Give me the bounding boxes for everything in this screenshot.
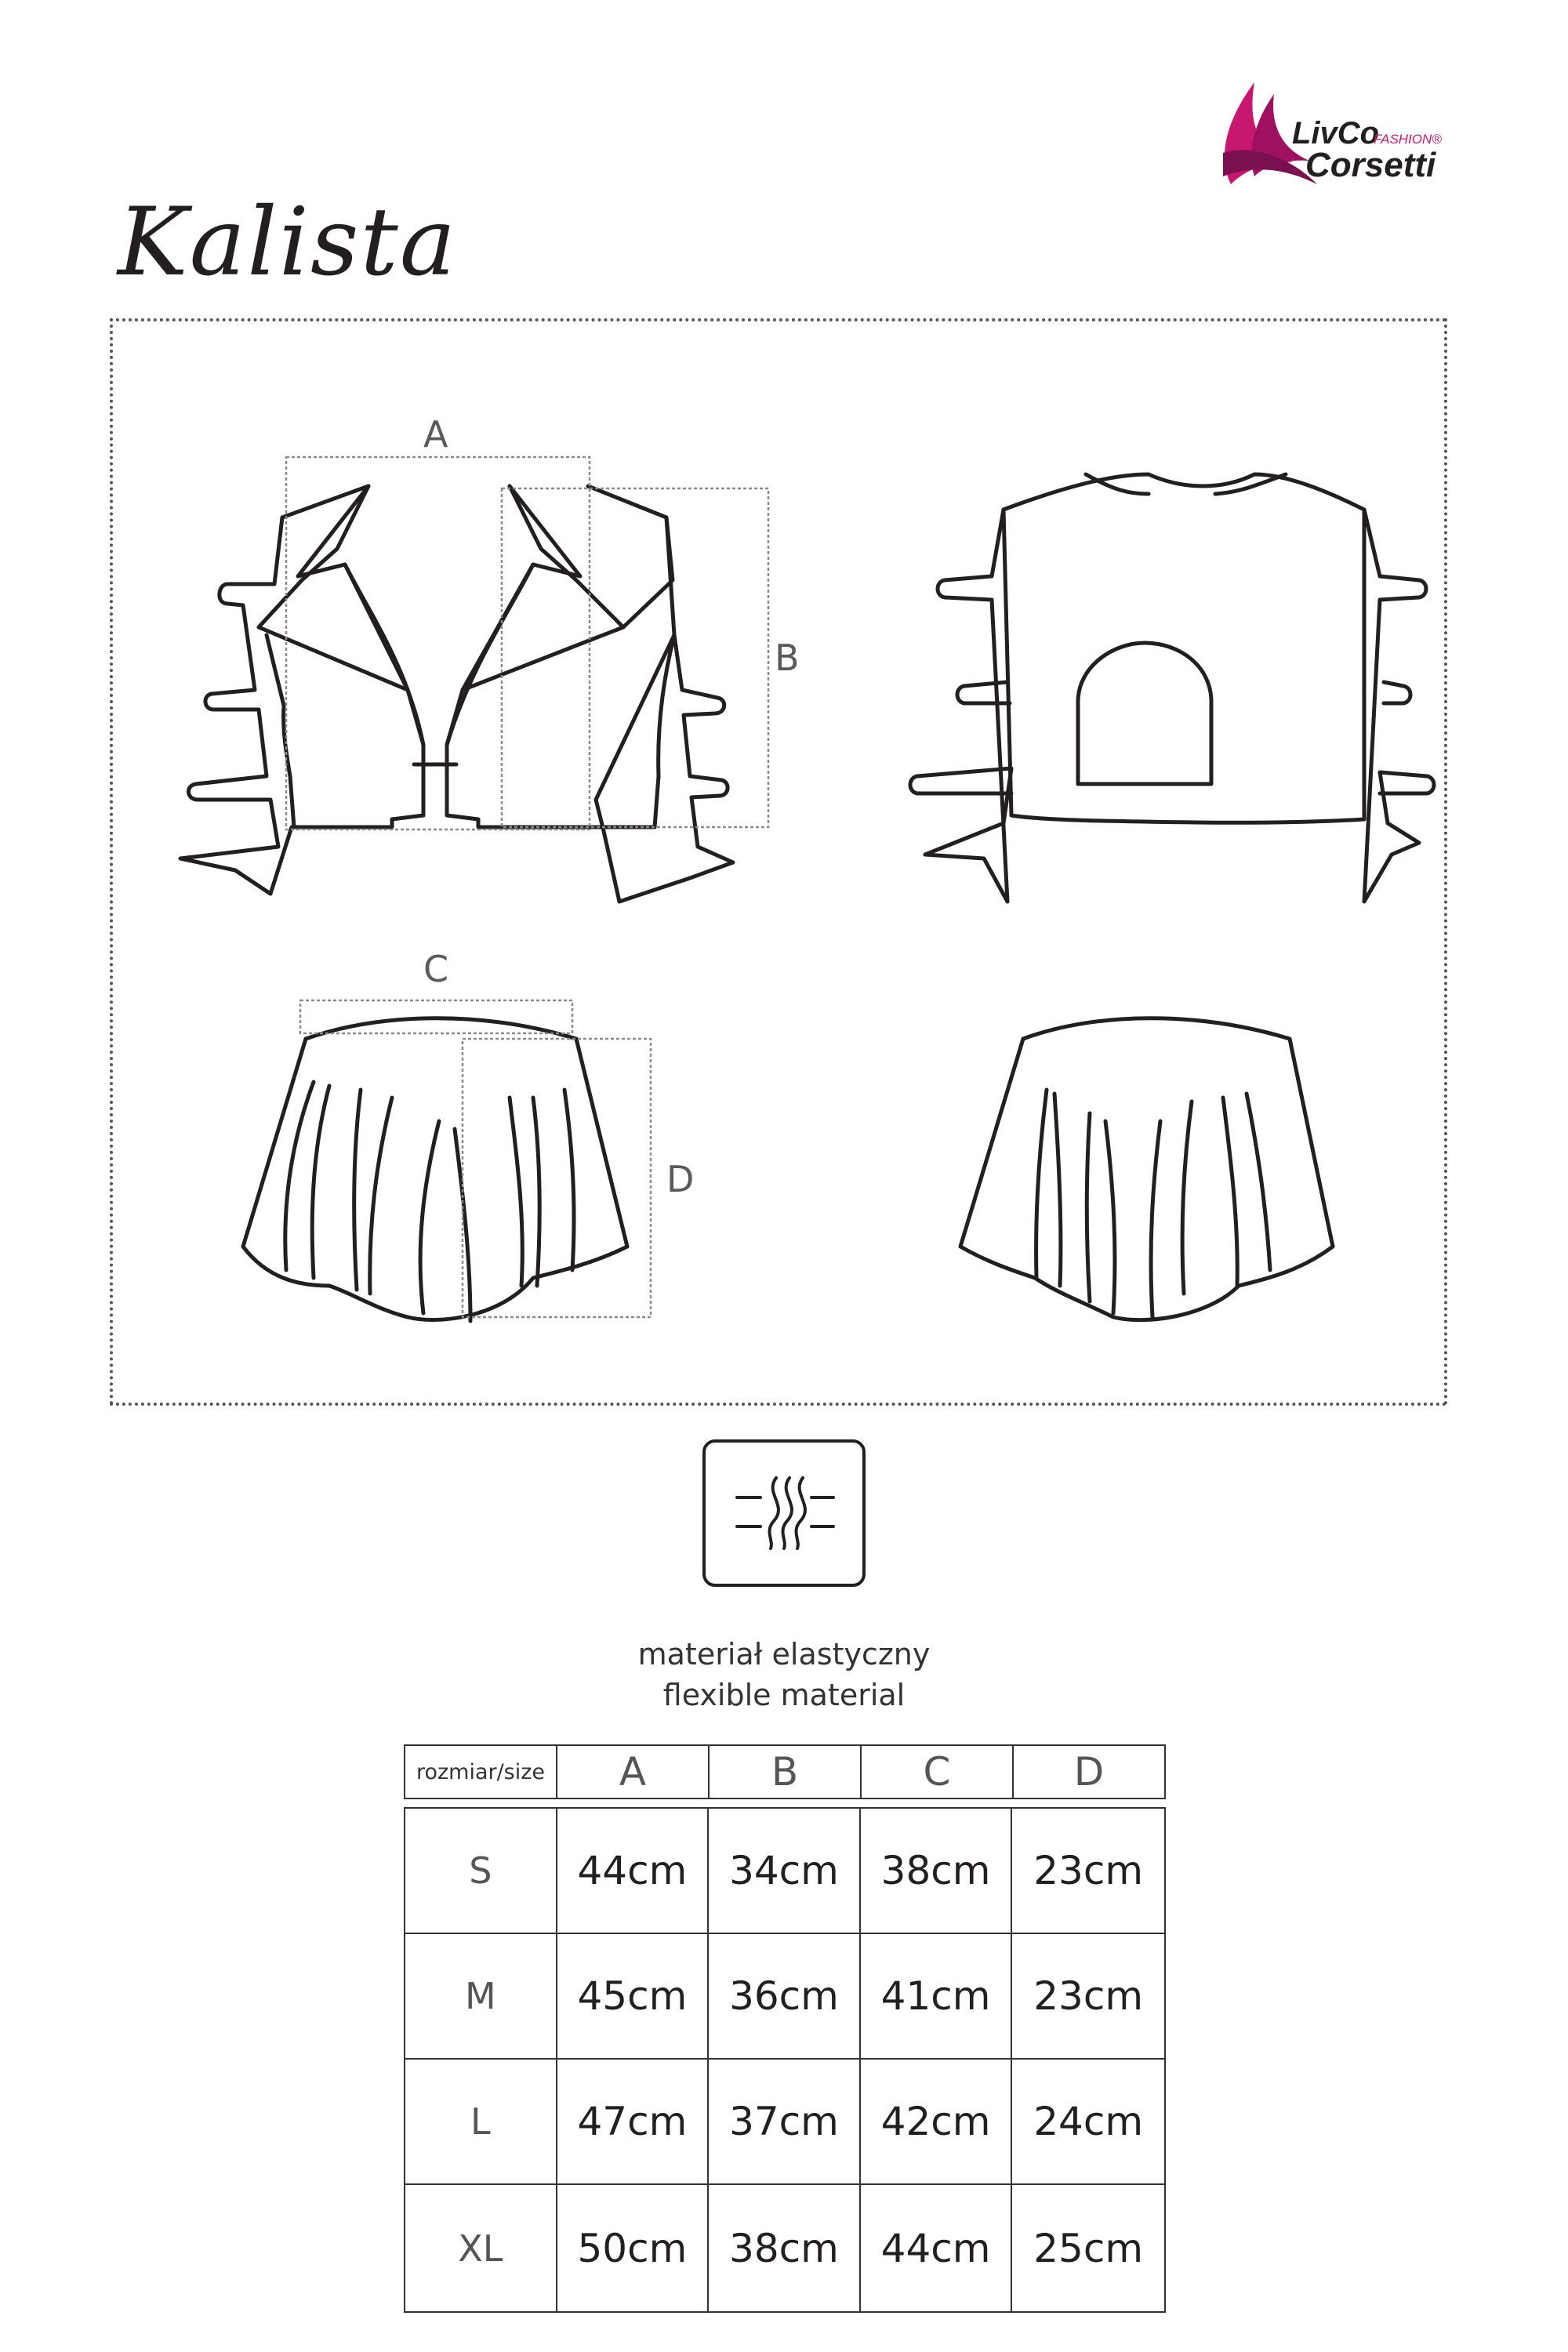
material-label-pl: materiał elastyczny <box>637 1637 931 1671</box>
size-cell: XL <box>405 2185 557 2311</box>
table-row <box>405 1934 1164 2060</box>
size-cell: M <box>405 1934 557 2058</box>
logo-line2: Corsetti <box>1305 146 1436 184</box>
value-cell: 44cm <box>861 2185 1013 2311</box>
size-cell: L <box>405 2060 557 2183</box>
value-cell: 42cm <box>861 2060 1013 2183</box>
brand-logo <box>1200 67 1466 204</box>
dimension-label-c: C <box>423 948 449 990</box>
table-row <box>405 2060 1164 2185</box>
value-cell: 44cm <box>557 1809 710 1933</box>
header-b-cell: B <box>710 1746 862 1798</box>
value-cell: 38cm <box>861 1809 1013 1933</box>
value-cell: 47cm <box>557 2060 710 2183</box>
header-c-cell: C <box>862 1746 1014 1798</box>
logo-line1-suffix: FASHION® <box>1374 132 1442 147</box>
header-d-cell: D <box>1073 1749 1105 1795</box>
product-title: Kalista <box>118 188 458 297</box>
header-a-cell: A <box>557 1746 710 1798</box>
value-cell: 34cm <box>709 1809 861 1933</box>
value-cell: 50cm <box>557 2185 710 2311</box>
dimension-label-a: A <box>423 413 448 456</box>
value-cell: 38cm <box>709 2185 861 2311</box>
dimension-label-d: D <box>666 1158 695 1200</box>
size-table-header <box>404 1744 1166 1799</box>
value-cell: 25cm <box>1033 2225 1144 2271</box>
value-cell: 45cm <box>557 1934 710 2058</box>
dimension-label-b: B <box>775 637 800 679</box>
value-cell: 24cm <box>1033 2099 1144 2144</box>
value-cell: 41cm <box>861 1934 1013 2058</box>
value-cell: 23cm <box>1033 1973 1144 2019</box>
header-size-cell: rozmiar/size <box>405 1746 557 1798</box>
table-row <box>405 2185 1164 2311</box>
drawing-frame <box>110 318 1447 1406</box>
size-table <box>404 1807 1166 2313</box>
value-cell: 23cm <box>1033 1848 1144 1893</box>
value-cell: 36cm <box>709 1934 861 2058</box>
value-cell: 37cm <box>709 2060 861 2183</box>
material-label-en: flexible material <box>662 1678 906 1712</box>
flexible-material-icon <box>702 1439 866 1588</box>
table-row <box>405 1809 1164 1934</box>
size-cell: S <box>405 1809 557 1933</box>
logo-line1: LivCo <box>1292 116 1380 151</box>
